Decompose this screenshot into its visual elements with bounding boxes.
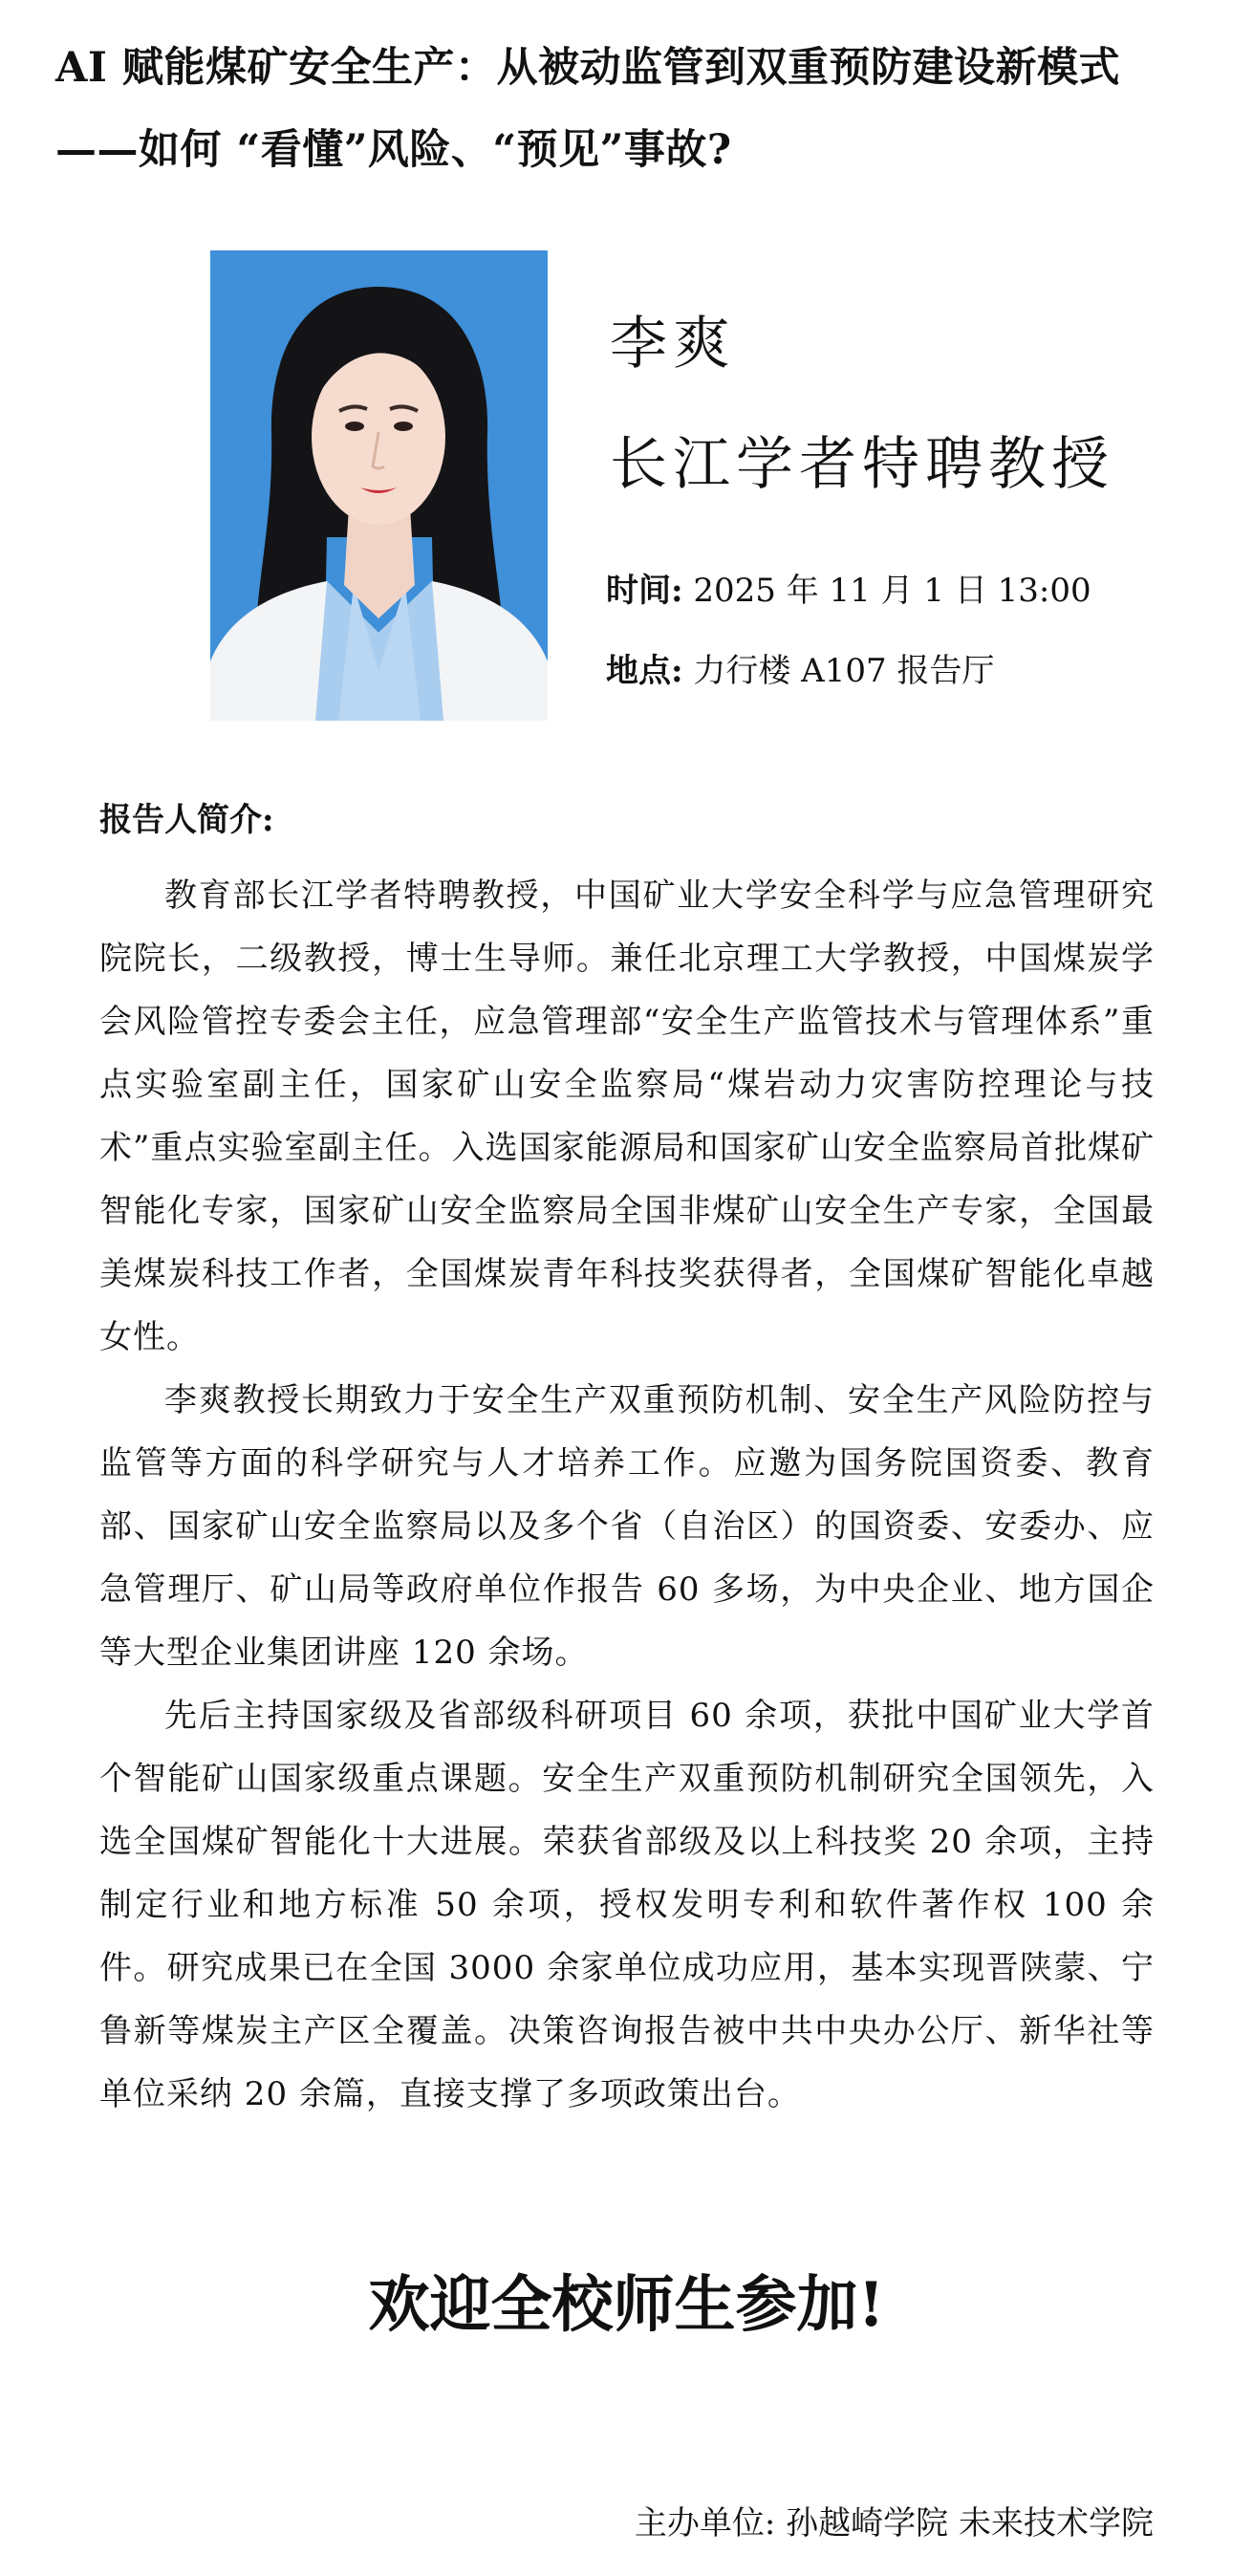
organizer-line: 主办单位: 孙越崎学院 未来技术学院 (634, 2504, 1154, 2543)
event-title-line-2: ——如何 “看懂”风险、“预见”事故? (55, 126, 732, 174)
welcome-message: 欢迎全校师生参加! (368, 2269, 885, 2341)
event-time (606, 564, 1091, 611)
event-place (606, 644, 994, 691)
event-place-value: 力行楼 A107 报告厅 (693, 652, 995, 690)
bio-body (99, 864, 1155, 2126)
event-title (55, 27, 1221, 191)
speaker-portrait (210, 250, 548, 721)
bio-paragraph: 教育部长江学者特聘教授，中国矿业大学安全科学与应急管理研究院院长，二级教授，博士生导师。兼任北京理工大学教授，中国煤炭学会风险管控专委会主任，应急管理部“安全生产监管技术与管理体系”重点实验室副主任，国家矿山安全监察局“煤岩动力灾害防控理论与技术”重点实验室副主任。入选国家能源局和国家矿山安全监察局首批煤矿智能化专家，国家矿山安全监察局全国非煤矿山安全生产专家，全国最美煤炭科技工作者，全国煤炭青年科技奖获得者，全国煤矿智能化卓越女性。 (99, 877, 1155, 1356)
event-title-line-1: AI 赋能煤矿安全生产：从被动监管到双重预防建设新模式 (55, 44, 1120, 92)
speaker-title: 长江学者特聘教授 (610, 431, 1114, 498)
event-place-label: 地点: (606, 652, 683, 690)
event-time-value: 2025 年 11 月 1 日 13:00 (693, 572, 1091, 610)
bio-paragraph: 先后主持国家级及省部级科研项目 60 余项，获批中国矿业大学首个智能矿山国家级重点课题。安全生产双重预防机制研究全国领先，入选全国煤矿智能化十大进展。荣获省部级及以上科技奖 20 余项，主持制定行业和地方标准 50 余项，授权发明专利和软件著作权 100 余件。研究成果已在全国 3000 余家单位成功应用，基本实现晋陕蒙、宁鲁新等煤炭主产区全覆盖。决策咨询报告被中共中央办公厅、新华社等单位采纳 20 余篇，直接支撑了多项政策出台。 (99, 1697, 1155, 2113)
bio-paragraph: 李爽教授长期致力于安全生产双重预防机制、安全生产风险防控与监管等方面的科学研究与人才培养工作。应邀为国务院国资委、教育部、国家矿山安全监察局以及多个省（自治区）的国资委、安委办、应急管理厅、矿山局等政府单位作报告 60 多场，为中央企业、地方国企等大型企业集团讲座 120 余场。 (99, 1381, 1155, 1672)
bio-heading: 报告人简介: (99, 801, 274, 839)
event-time-label: 时间: (606, 572, 683, 610)
speaker-name: 李爽 (610, 311, 736, 378)
